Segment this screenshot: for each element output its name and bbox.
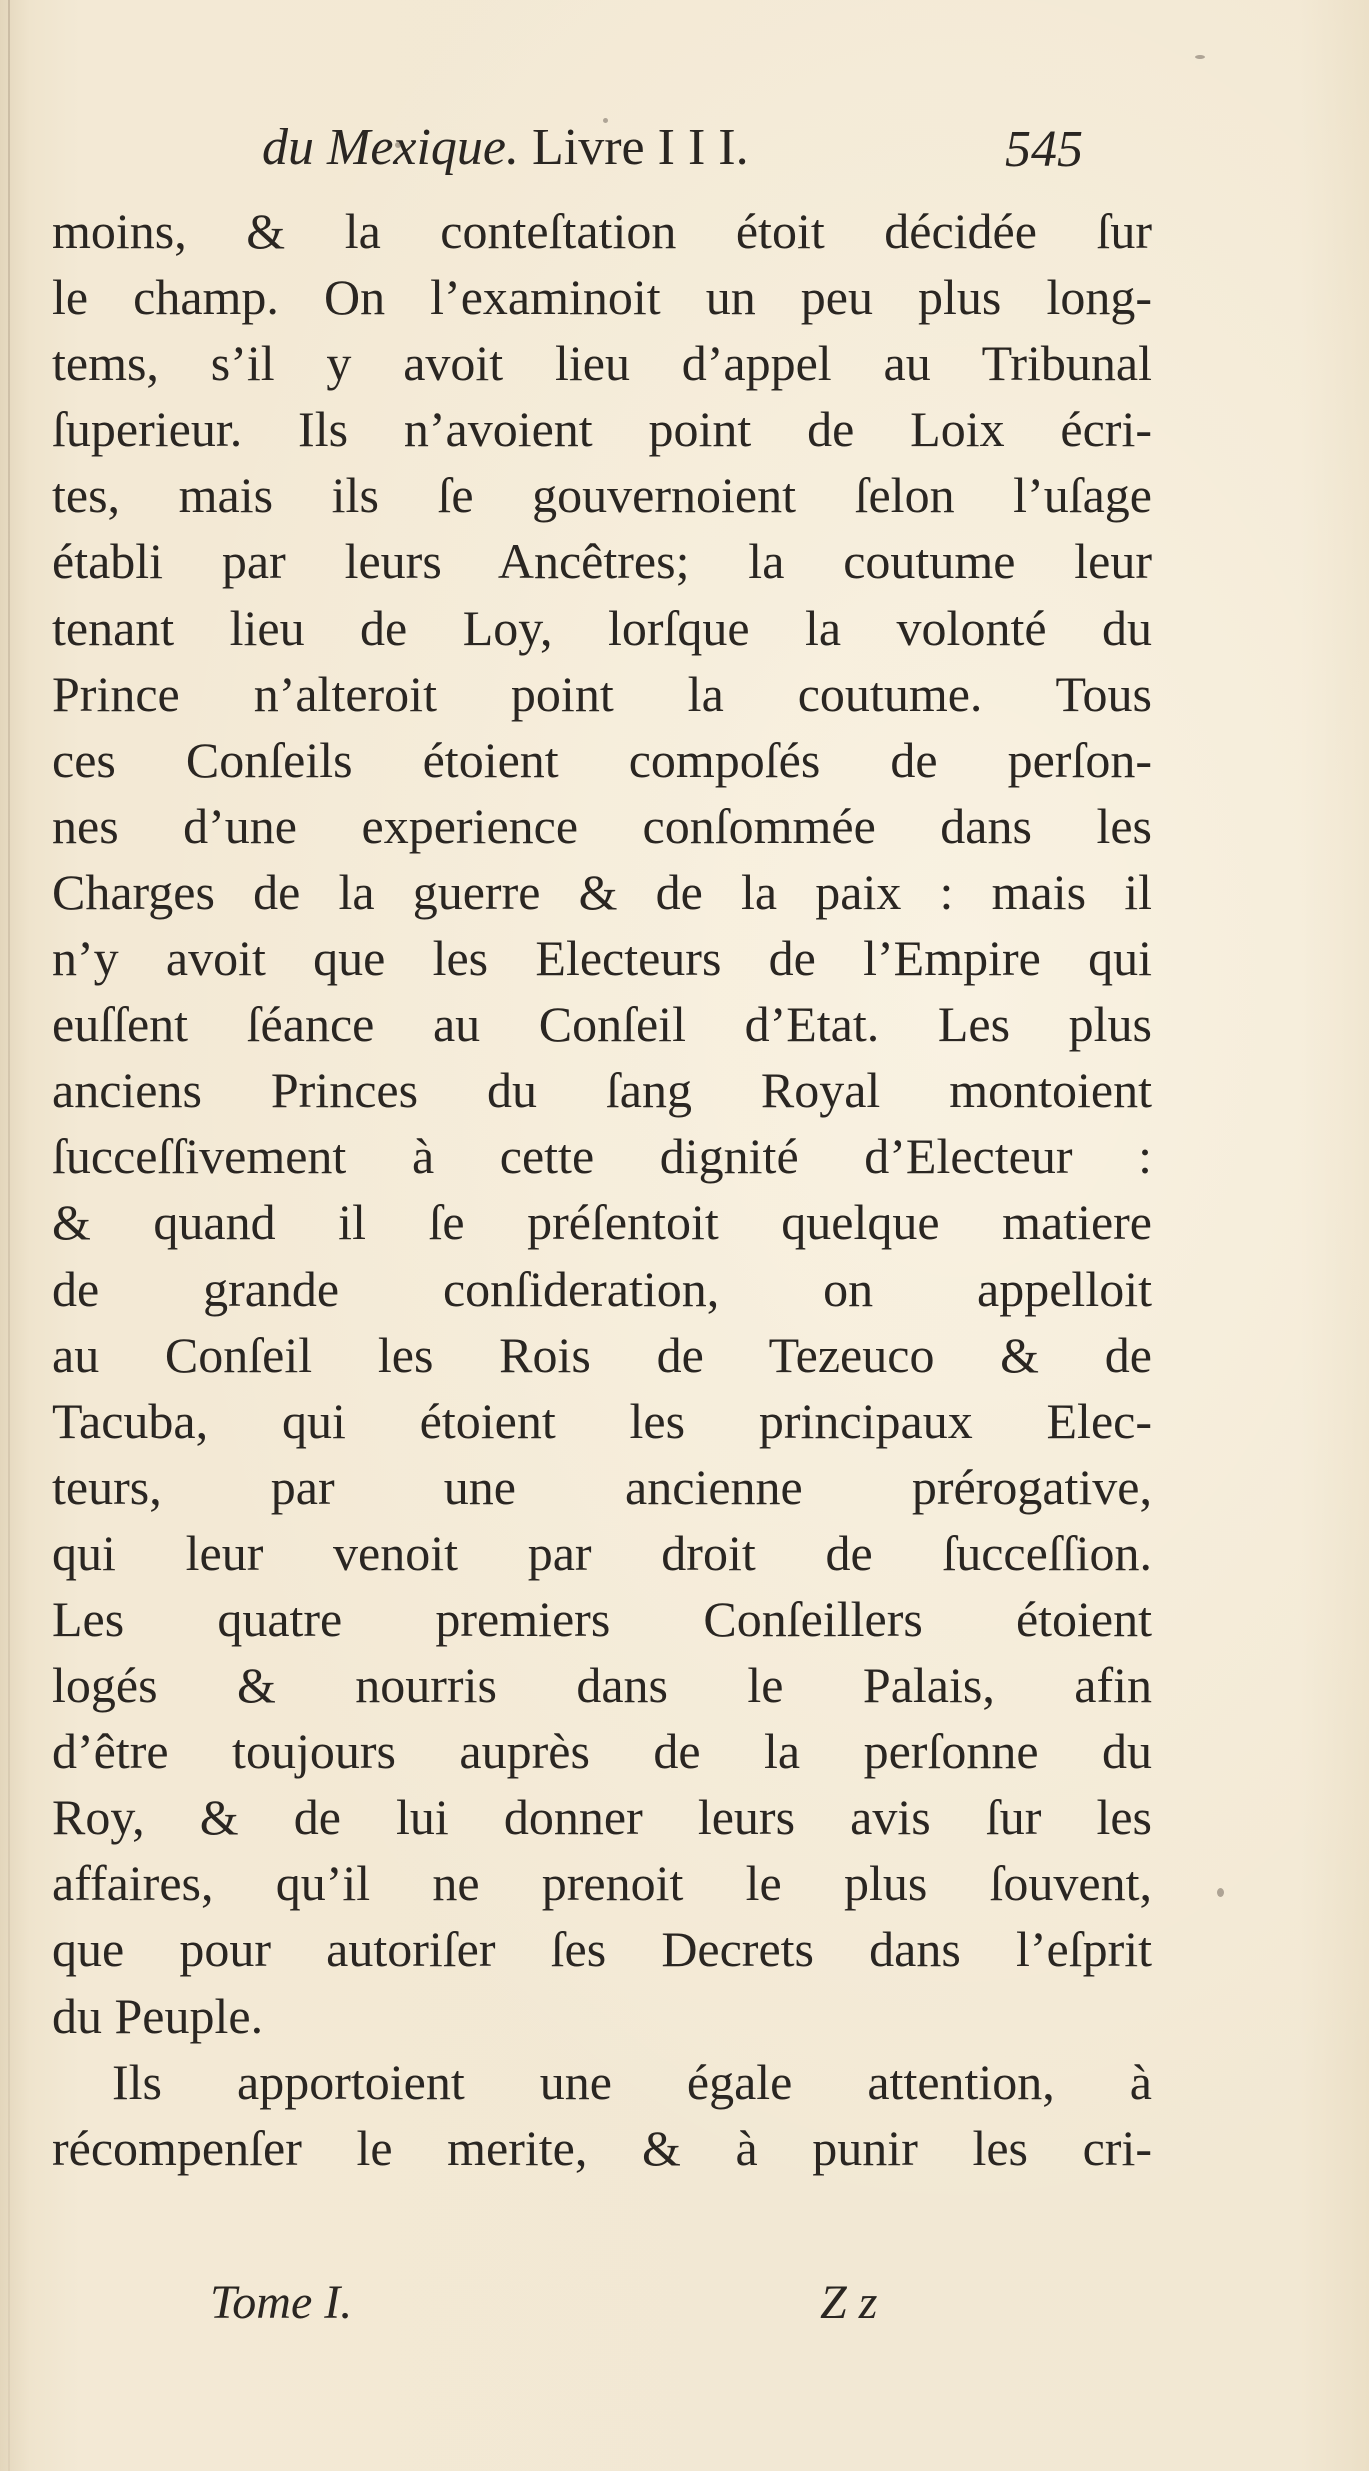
text-line: Tacuba, qui étoient les principaux Elec-	[52, 1392, 1152, 1449]
body-text	[52, 198, 1152, 2181]
text-line: Roy, & de lui donner leurs avis ſur les	[52, 1789, 1152, 1846]
running-head-title-italic: du Mexique.	[262, 119, 520, 176]
page-gutter-edge	[8, 0, 10, 2471]
text-line: & quand il ſe préſentoit quelque matiere	[52, 1194, 1152, 1251]
text-line: n’y avoit que les Electeurs de l’Empire qui	[52, 930, 1152, 987]
text-line: que pour autoriſer ſes Decrets dans l’eſprit	[52, 1921, 1152, 1978]
text-line: qui leur venoit par droit de ſucceſſion.	[52, 1524, 1152, 1581]
text-line: tenant lieu de Loy, lorſque la volonté du	[52, 599, 1152, 656]
paper-speck	[1195, 55, 1205, 59]
text-line: affaires, qu’il ne prenoit le plus ſouvent,	[52, 1855, 1152, 1912]
text-line: d’être toujours auprès de la perſonne du	[52, 1723, 1152, 1780]
text-line: nes d’une experience conſommée dans les	[52, 797, 1152, 854]
text-line: Les quatre premiers Conſeillers étoient	[52, 1590, 1152, 1647]
text-line: ſuperieur. Ils n’avoient point de Loix écri-	[52, 401, 1152, 458]
page-footer	[0, 2275, 1369, 2345]
text-line: tes, mais ils ſe gouvernoient ſelon l’uſage	[52, 467, 1152, 524]
text-line: teurs, par une ancienne prérogative,	[52, 1458, 1152, 1515]
text-line: le champ. On l’examinoit un peu plus long-	[52, 269, 1152, 326]
paper-speck	[603, 118, 608, 123]
text-line: ſucceſſivement à cette dignité d’Electeur :	[52, 1128, 1152, 1185]
text-line: euſſent ſéance au Conſeil d’Etat. Les plus	[52, 996, 1152, 1053]
text-line: du Peuple.	[52, 1987, 264, 2044]
text-line: au Conſeil les Rois de Tezeuco & de	[52, 1326, 1152, 1383]
text-line: établi par leurs Ancêtres; la coutume leur	[52, 533, 1152, 590]
running-head-title-rest: Livre I I I.	[519, 119, 749, 176]
text-line: Prince n’alteroit point la coutume. Tous	[52, 665, 1152, 722]
signature-mark: Tome I.	[210, 2276, 353, 2329]
text-line: récompenſer le merite, & à punir les cri-	[52, 2119, 1152, 2176]
page-number: 545	[1005, 121, 1083, 178]
paper-speck	[395, 142, 401, 148]
text-line: Charges de la guerre & de la paix : mais il	[52, 863, 1152, 920]
running-head-title	[262, 118, 749, 177]
text-line: anciens Princes du ſang Royal montoient	[52, 1062, 1152, 1119]
text-line: de grande conſideration, on appelloit	[52, 1260, 1152, 1317]
text-line: moins, & la conteſtation étoit décidée ſur	[52, 203, 1152, 259]
text-line: ces Conſeils étoient compoſés de perſon-	[52, 731, 1152, 788]
text-line: tems, s’il y avoit lieu d’appel au Tribunal	[52, 335, 1152, 392]
text-line: logés & nourris dans le Palais, afin	[52, 1657, 1152, 1714]
paper-speck	[1217, 1888, 1224, 1897]
catchword: Z z	[820, 2276, 878, 2329]
running-head	[0, 118, 1369, 198]
text-line: Ils apportoient une égale attention, à	[112, 2053, 1152, 2110]
